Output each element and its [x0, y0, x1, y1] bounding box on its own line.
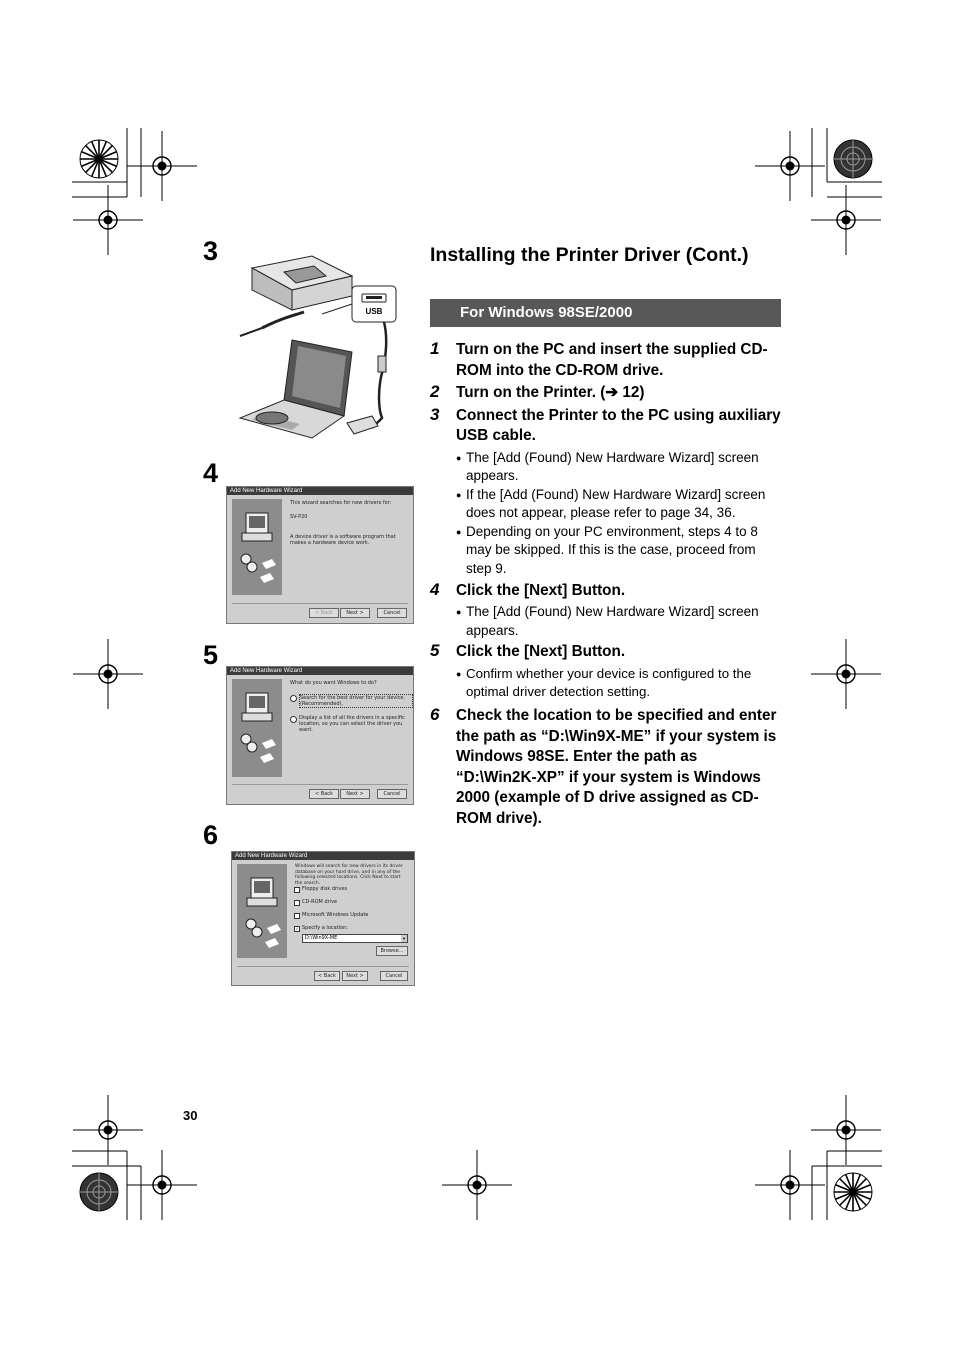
wizard4-line2: A device driver is a software program that makes a hardware device work. — [290, 534, 396, 546]
next-button[interactable]: Next > — [340, 789, 370, 799]
wizard-screen-4 — [226, 486, 414, 624]
wizard6-chk3: Microsoft Windows Update — [302, 912, 369, 918]
browse-button[interactable]: Browse... — [376, 946, 408, 956]
step-text: Turn on the Printer. (➔ 12) — [456, 384, 645, 401]
page-number: 30 — [183, 1108, 198, 1123]
figure-number-6: 6 — [203, 820, 219, 850]
checkbox-specify-location[interactable]: ✓ — [295, 926, 299, 931]
wizard-title: Add New Hardware Wizard — [227, 667, 413, 675]
step-1 — [430, 340, 782, 381]
wizard-title: Add New Hardware Wizard — [232, 852, 414, 860]
step-3-bullet: ● The [Add (Found) New Hardware Wizard] screen appears. — [430, 449, 782, 486]
cancel-button[interactable]: Cancel — [377, 608, 407, 618]
cancel-button[interactable]: Cancel — [380, 971, 408, 981]
wizard6-chk4: Specify a location: — [302, 925, 348, 931]
step-4 — [430, 581, 782, 602]
figure-number-5: 5 — [203, 640, 219, 670]
os-band-label: For Windows 98SE/2000 — [460, 304, 633, 321]
checkbox-windows-update[interactable] — [294, 913, 300, 919]
back-button[interactable]: < Back — [314, 971, 340, 981]
back-button[interactable]: < Back — [309, 608, 339, 618]
wizard-screen-6 — [231, 851, 415, 986]
steps-list — [430, 340, 782, 831]
wizard6-intro: Windows will search for new drivers in its driver database on your hard drive, and in any of the following selected locations. Click Next to start the search. — [295, 864, 403, 886]
wizard-screen-5 — [226, 666, 414, 805]
cancel-button[interactable]: Cancel — [377, 789, 407, 799]
wizard4-device: SV-P20 — [290, 514, 308, 520]
step-text: Connect the Printer to the PC using auxiliary USB cable. — [456, 406, 781, 444]
divider — [237, 966, 409, 967]
step-number: 4 — [430, 579, 440, 599]
wizard5-option1[interactable]: Search for the best driver for your device. (Recommended). — [299, 694, 413, 708]
step-number: 3 — [430, 404, 440, 424]
wizard-illustration — [237, 864, 287, 958]
next-button[interactable]: Next > — [342, 971, 368, 981]
step-text: Click the [Next] Button. — [456, 643, 626, 661]
wizard5-question: What do you want Windows to do? — [290, 680, 377, 686]
step-number: 5 — [430, 641, 440, 661]
wizard5-option2[interactable]: Display a list of all the drivers in a specific location, so you can select the driver you want. — [299, 715, 405, 733]
divider — [232, 784, 408, 785]
back-button[interactable]: < Back — [309, 789, 339, 799]
section-title: Installing the Printer Driver (Cont.) — [430, 244, 749, 266]
step-3-bullet: ● If the [Add (Found) New Hardware Wizard] screen does not appear, please refer to page 34, 36. — [430, 486, 782, 523]
wizard-illustration — [232, 499, 282, 595]
step-4-bullet: ● The [Add (Found) New Hardware Wizard] screen appears. — [430, 603, 782, 640]
step-number: 1 — [430, 339, 440, 358]
checkbox-cdrom[interactable] — [294, 900, 300, 906]
location-path-value: D:\Win9X-ME — [305, 935, 338, 941]
location-path-input[interactable] — [302, 934, 408, 943]
radio-option1[interactable] — [290, 695, 297, 702]
step-3-bullet: ● Depending on your PC environment, steps 4 to 8 may be skipped. If this is the case, proceed from step 9. — [430, 523, 782, 579]
dropdown-arrow-icon[interactable]: ▼ — [402, 936, 406, 941]
step-number: 2 — [430, 382, 440, 401]
printer-laptop-illustration — [232, 248, 422, 443]
radio-option2[interactable] — [290, 716, 297, 723]
wizard4-line1: This wizard searches for new drivers for: — [290, 500, 392, 506]
step-2 — [430, 383, 782, 404]
next-button[interactable]: Next > — [340, 608, 370, 618]
figure-number-3: 3 — [203, 236, 219, 266]
checkbox-floppy[interactable] — [294, 887, 300, 893]
step-5 — [430, 642, 782, 663]
os-band — [430, 299, 781, 327]
wizard6-chk1: Floppy disk drives — [302, 886, 348, 892]
wizard-title: Add New Hardware Wizard — [227, 487, 413, 495]
step-3 — [430, 406, 782, 447]
usb-label: USB — [365, 307, 383, 316]
step-number: 6 — [430, 705, 440, 725]
wizard6-chk2: CD-ROM drive — [302, 899, 338, 905]
figure-number-4: 4 — [203, 458, 219, 488]
step-5-bullet: ● Confirm whether your device is configured to the optimal driver detection setting. — [430, 665, 782, 702]
step-text: Turn on the PC and insert the supplied CD-ROM into the CD-ROM drive. — [456, 341, 768, 379]
step-6 — [430, 706, 782, 829]
wizard-illustration — [232, 679, 282, 777]
step-text: Check the location to be specified and enter the path as “D:\Win9X-ME” if your system is Windows 98SE. Enter the path as “D:\Win2K-XP” if your system is Windows 2000 (example of D drive assigned as CD-ROM drive). — [456, 707, 777, 827]
step-text: Click the [Next] Button. — [456, 581, 626, 599]
divider — [232, 603, 408, 604]
